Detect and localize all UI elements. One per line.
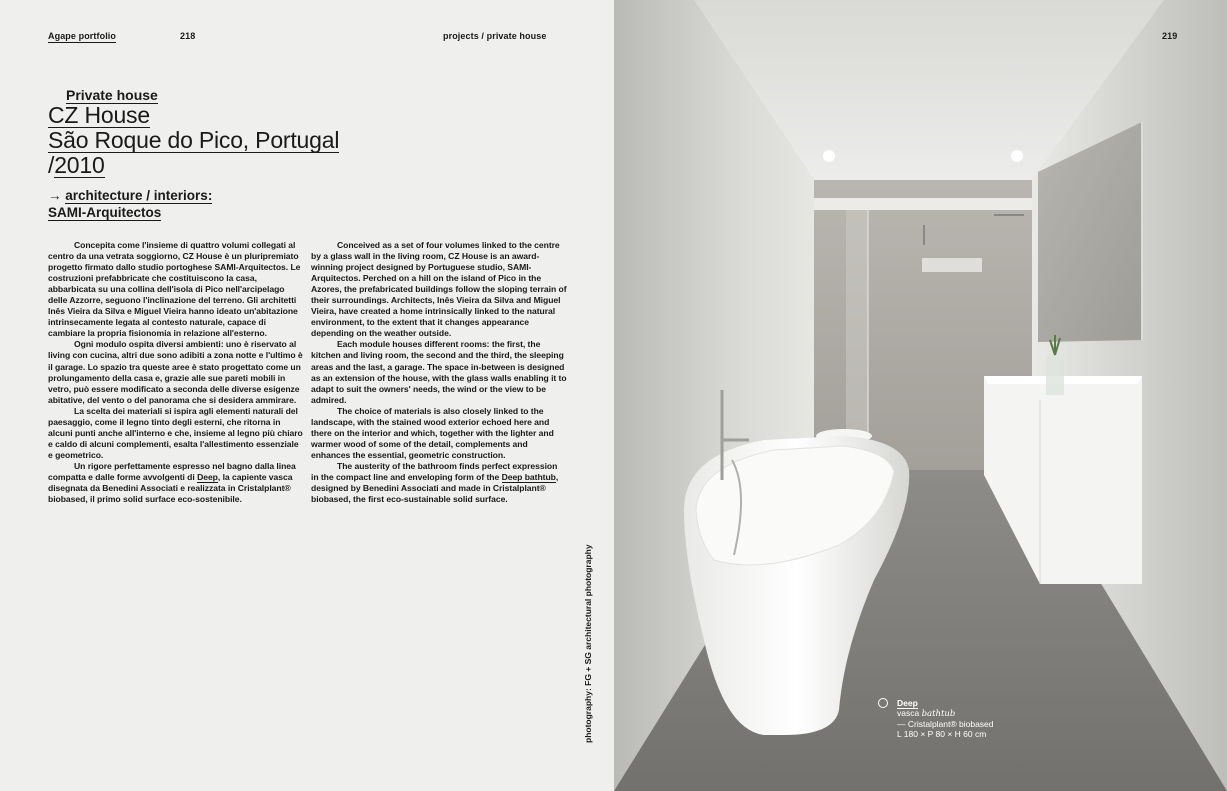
deep-bathtub-link[interactable]: Deep bathtub <box>501 471 556 482</box>
paragraph: La scelta dei materiali si ispira agli elementi naturali del paesaggio, come il legno tinto degli esterni, che ritorna in alcuni punti anche all'interno e che, insieme al legno più chiaro e caldo di alcuni complementi, esalta l'allestimento essenziale e geometrico. <box>48 405 303 460</box>
bathroom-illustration <box>614 0 1227 791</box>
photo-credit: photography: FG + SG architectural photography <box>583 544 593 743</box>
credit-name[interactable]: SAMI-Arquitectos <box>48 205 162 220</box>
paragraph: Ogni modulo ospita diversi ambienti: uno è riservato al living con cucina, altri due sono adibiti a zona notte e l'ultimo è il garage. Lo spazio tra queste aree è stato progettato come un prolungamento della casa e, grazie alle sue pareti mobili in vetro, può essere modificato a seconda delle diverse esigenze abitative, del vento o del panorama che si desidera ammirare. <box>48 339 303 405</box>
paragraph-text: Un rigore perfettamente espresso nel bagno dalla linea compatta e dalle forme avvolgenti di <box>48 460 296 482</box>
deep-link[interactable]: Deep <box>197 471 218 482</box>
caption-type-it: vasca <box>897 708 920 718</box>
paragraph: Conceived as a set of four volumes linked to the centre by a glass wall in the living room, CZ House is an award-winning project designed by Portuguese studio, SAMI-Arquitectos. Perched on a hill on the island of Pico in the Azores, the prefabricated buildings follow the sloping terrain of their surroundings. Architects, Inês Vieira da Silva and Miguel Vieira, have created a home intrinsically linked to the natural environment, to the extent that it changes appearance depending on the weather outside. <box>311 240 567 339</box>
bathroom-photo <box>614 0 1227 791</box>
title-line-1: CZ House <box>48 102 150 128</box>
caption-dimensions: L 180 × P 80 × H 60 cm <box>897 729 987 739</box>
circle-bullet-icon <box>878 698 888 708</box>
article-kicker: Private house <box>66 87 158 103</box>
right-page-number: 219 <box>1162 31 1178 41</box>
body-english <box>311 240 567 505</box>
caption-title[interactable]: Deep <box>897 698 918 708</box>
arrow-icon: → <box>48 188 62 203</box>
paragraph-text: The austerity of the bathroom finds perfect expression in the compact line and enveloping form of the <box>311 460 558 482</box>
section-label: projects / private house <box>443 31 547 41</box>
paragraph-text: , designed by Benedini Associati and made in Cristalplant® biobased, the first eco-sustainable solid surface. <box>311 471 559 505</box>
title-year: 2010 <box>54 152 105 178</box>
product-caption <box>897 698 994 739</box>
paragraph: Each module houses different rooms: the first, the kitchen and living room, the second and the third, the sleeping areas and the last, a garage. The space in-between is designed as an extension of the house, with the glass walls enabling it to adapt to suit the owners' needs, the wind or the view to be admired. <box>311 339 567 405</box>
credit-label[interactable]: architecture / interiors: <box>65 188 213 203</box>
caption-type-en: bathtub <box>921 709 956 719</box>
left-page-number: 218 <box>180 31 196 41</box>
title-slash: / <box>48 152 55 178</box>
article-title <box>48 103 339 178</box>
paragraph <box>48 461 304 505</box>
title-line-2: São Roque do Pico, Portugal <box>48 127 340 153</box>
architect-credits <box>48 187 212 221</box>
paragraph <box>311 461 567 505</box>
paragraph: The choice of materials is also closely linked to the landscape, with the stained wood exterior echoed here and there on the interior and which, together with the lighter and warmer wood of some of the detail, complements and enhances the essential, geometric construction. <box>311 405 554 460</box>
body-italian <box>48 240 304 505</box>
paragraph-text: , la capiente vasca disegnata da Benedini Associati e realizzata in Cristalplant® biobased, il primo solid surface eco-sostenibile. <box>48 471 293 505</box>
caption-material: — Cristalplant® biobased <box>897 719 994 729</box>
paragraph: Concepita come l'insieme di quattro volumi collegati al centro da una vetrata soggiorno, CZ House è un pluripremiato progetto firmato dallo studio portoghese SAMI-Arquitectos. Le costruzioni prefabbricate che costituiscono la casa, abbarbicata su una collina dell'isola di Pico nell'arcipelago delle Azzorre, seguono l'inclinazione del terreno. Gli architetti Inês Vieira da Silva e Miguel Vieira hanno ideato un'abitazione intrinsecamente legata al contesto naturale, capace di cambiare la propria fisionomia in relazione all'esterno. <box>48 240 301 339</box>
brand-link[interactable]: Agape portfolio <box>48 31 116 41</box>
